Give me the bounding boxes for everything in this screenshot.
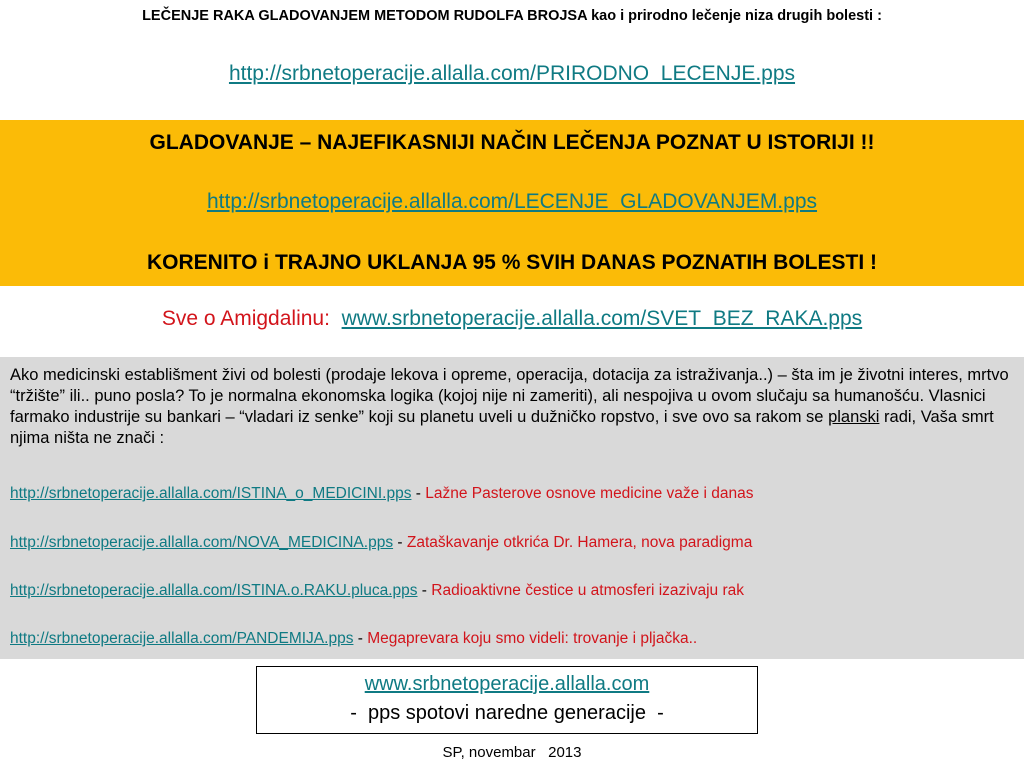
- band-link-row: [0, 190, 1024, 214]
- footer-tagline: - pps spotovi naredne generacije -: [350, 702, 664, 724]
- band-slogan: KORENITO i TRAJNO UKLANJA 95 % SVIH DANAS POZNATIH BOLESTI !: [146, 251, 877, 274]
- link-description: Megaprevara koju smo videli: trovanje i pljačka..: [367, 630, 698, 647]
- istina-o-raku-pluca-link[interactable]: http://srbnetoperacije.allalla.com/ISTINA.o.RAKU.pluca.pps: [10, 582, 418, 599]
- link-separator: -: [411, 485, 426, 502]
- pandemija-link[interactable]: http://srbnetoperacije.allalla.com/PANDEMIJA.pps: [10, 630, 354, 647]
- prirodno-lecenje-link[interactable]: http://srbnetoperacije.allalla.com/PRIRODNO_LECENJE.pps: [228, 62, 796, 85]
- header-title-rest: kao i prirodno lečenje niza drugih bolesti :: [587, 8, 882, 24]
- link-row-istina-o-raku: [10, 582, 744, 600]
- header-title-bold: LEČENJE RAKA GLADOVANJEM METODOM RUDOLFA BROJSA: [142, 8, 588, 24]
- link-description: Lažne Pasterove osnove medicine važe i danas: [425, 485, 754, 502]
- signature-date: SP, novembar 2013: [442, 744, 582, 761]
- link-description: Radioaktivne čestice u atmosferi izazivaju rak: [431, 582, 744, 599]
- link-row-pandemija: [10, 630, 697, 648]
- intro-underlined-word: planski: [828, 408, 880, 426]
- link-separator: -: [393, 534, 407, 551]
- footer-box: [256, 666, 758, 734]
- header-title: [0, 8, 1024, 24]
- istina-o-medicini-link[interactable]: http://srbnetoperacije.allalla.com/ISTINA_o_MEDICINI.pps: [10, 485, 412, 502]
- band-heading: GLADOVANJE – NAJEFIKASNIJI NAČIN LEČENJA POZNAT U ISTORIJI !!: [149, 131, 875, 154]
- lecenje-gladovanjem-link[interactable]: http://srbnetoperacije.allalla.com/LECENJE_GLADOVANJEM.pps: [206, 190, 818, 213]
- nova-medicina-link[interactable]: http://srbnetoperacije.allalla.com/NOVA_MEDICINA.pps: [10, 534, 394, 551]
- intro-text-before: Ako medicinski establišment živi od bolesti (prodaje lekova i opreme, operacija, dotacija za istraživanja..) – šta im je životni interes, mrtvo “tržište” ili.. puno posla? To je normalna ekonomska logika (kojoj nije ni zameriti), ali nespojiva u ovom slučaju sa humanošću. Vlasnici farmako industrije su bankari – “vladari iz senke” koji su planetu uveli u dužničko ropstvo, i sve ovo sa rakom se: [10, 366, 1009, 426]
- site-home-link[interactable]: www.srbnetoperacije.allalla.com: [364, 673, 650, 695]
- footer-link-row: [257, 673, 757, 696]
- link-description: Zataškavanje otkrića Dr. Hamera, nova paradigma: [406, 534, 753, 551]
- amigdalin-label: Sve o Amigdalinu:: [161, 307, 330, 330]
- yellow-band: [0, 120, 1024, 286]
- intro-paragraph: [10, 365, 1020, 449]
- link-row-istina-o-medicini: [10, 485, 754, 503]
- amigdalin-line: [0, 307, 1024, 331]
- link-separator: -: [417, 582, 432, 599]
- link-row-nova-medicina: [10, 534, 752, 552]
- svet-bez-raka-link[interactable]: www.srbnetoperacije.allalla.com/SVET_BEZ_RAKA.pps: [341, 307, 863, 330]
- intro-text-after: radi, Vaša smrt njima ništa ne znači :: [10, 408, 994, 447]
- header-link-row: [0, 62, 1024, 86]
- link-separator: -: [353, 630, 368, 647]
- gray-panel: [0, 357, 1024, 659]
